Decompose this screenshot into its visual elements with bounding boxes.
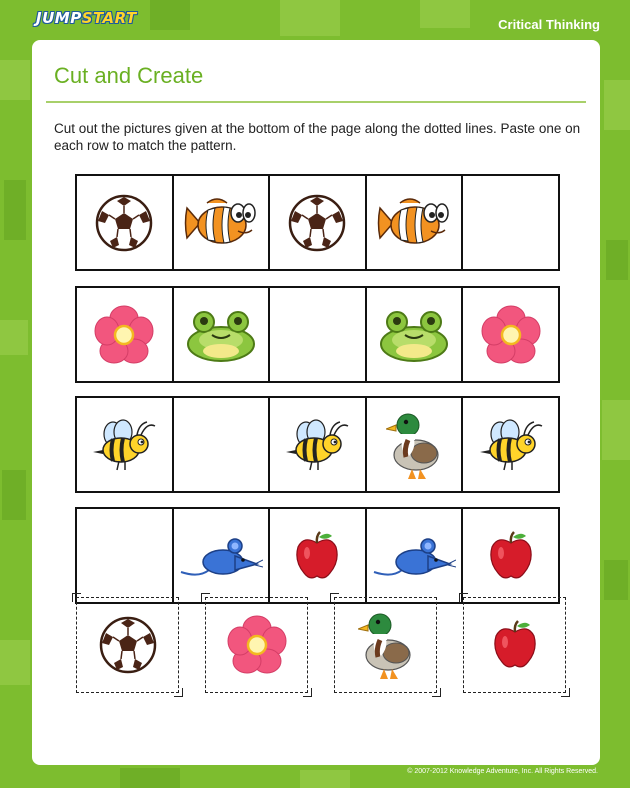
pattern-cell — [367, 398, 464, 491]
pattern-cell — [174, 509, 271, 602]
pattern-cell — [77, 176, 174, 269]
instructions: Cut out the pictures given at the bottom of the page along the dotted lines. Paste one on each row to match the pattern. — [54, 121, 581, 153]
pattern-cell — [367, 176, 464, 269]
soccer-ball-icon — [287, 193, 347, 253]
pattern-cell — [77, 288, 174, 381]
copyright: © 2007-2012 Knowledge Adventure, Inc. All Rights Reserved. — [407, 768, 598, 775]
bee-icon — [91, 418, 157, 472]
clownfish-icon — [375, 193, 453, 253]
soccer-ball-icon — [98, 615, 158, 675]
pattern-cell — [463, 509, 558, 602]
duck-icon — [386, 409, 442, 481]
flower-icon — [480, 304, 542, 366]
empty-pattern-cell[interactable] — [463, 176, 558, 269]
cutout-piece[interactable] — [205, 597, 308, 693]
apple-icon — [294, 531, 340, 581]
page-title: Cut and Create — [54, 63, 204, 88]
pattern-cell — [270, 176, 367, 269]
bee-icon — [478, 418, 544, 472]
mouse-icon — [372, 534, 456, 578]
apple-icon — [492, 620, 538, 670]
pattern-cell — [270, 398, 367, 491]
pattern-row — [75, 396, 560, 493]
pattern-cell — [174, 176, 271, 269]
category-label: Critical Thinking — [498, 17, 600, 32]
empty-pattern-cell[interactable] — [174, 398, 271, 491]
flower-icon — [226, 614, 288, 676]
pattern-cell — [174, 288, 271, 381]
cutout-piece[interactable] — [334, 597, 437, 693]
empty-pattern-cell[interactable] — [270, 288, 367, 381]
soccer-ball-icon — [94, 193, 154, 253]
title-divider — [46, 101, 586, 103]
pattern-row — [75, 507, 560, 604]
duck-icon — [358, 609, 414, 681]
pattern-cell — [463, 288, 558, 381]
pattern-cell — [463, 398, 558, 491]
apple-icon — [488, 531, 534, 581]
pattern-cell — [367, 288, 464, 381]
cutout-piece[interactable] — [76, 597, 179, 693]
bee-icon — [284, 418, 350, 472]
pattern-row — [75, 286, 560, 383]
pattern-cell — [270, 509, 367, 602]
flower-icon — [93, 304, 155, 366]
pattern-row — [75, 174, 560, 271]
logo-main: JUMP — [36, 9, 82, 27]
mouse-icon — [179, 534, 263, 578]
pattern-cell — [367, 509, 464, 602]
cutout-piece[interactable] — [463, 597, 566, 693]
pattern-cell — [77, 398, 174, 491]
frog-icon — [184, 308, 258, 362]
logo-accent: START — [81, 9, 137, 27]
clownfish-icon — [182, 193, 260, 253]
frog-icon — [377, 308, 451, 362]
empty-pattern-cell[interactable] — [77, 509, 174, 602]
jumpstart-logo — [36, 9, 137, 27]
